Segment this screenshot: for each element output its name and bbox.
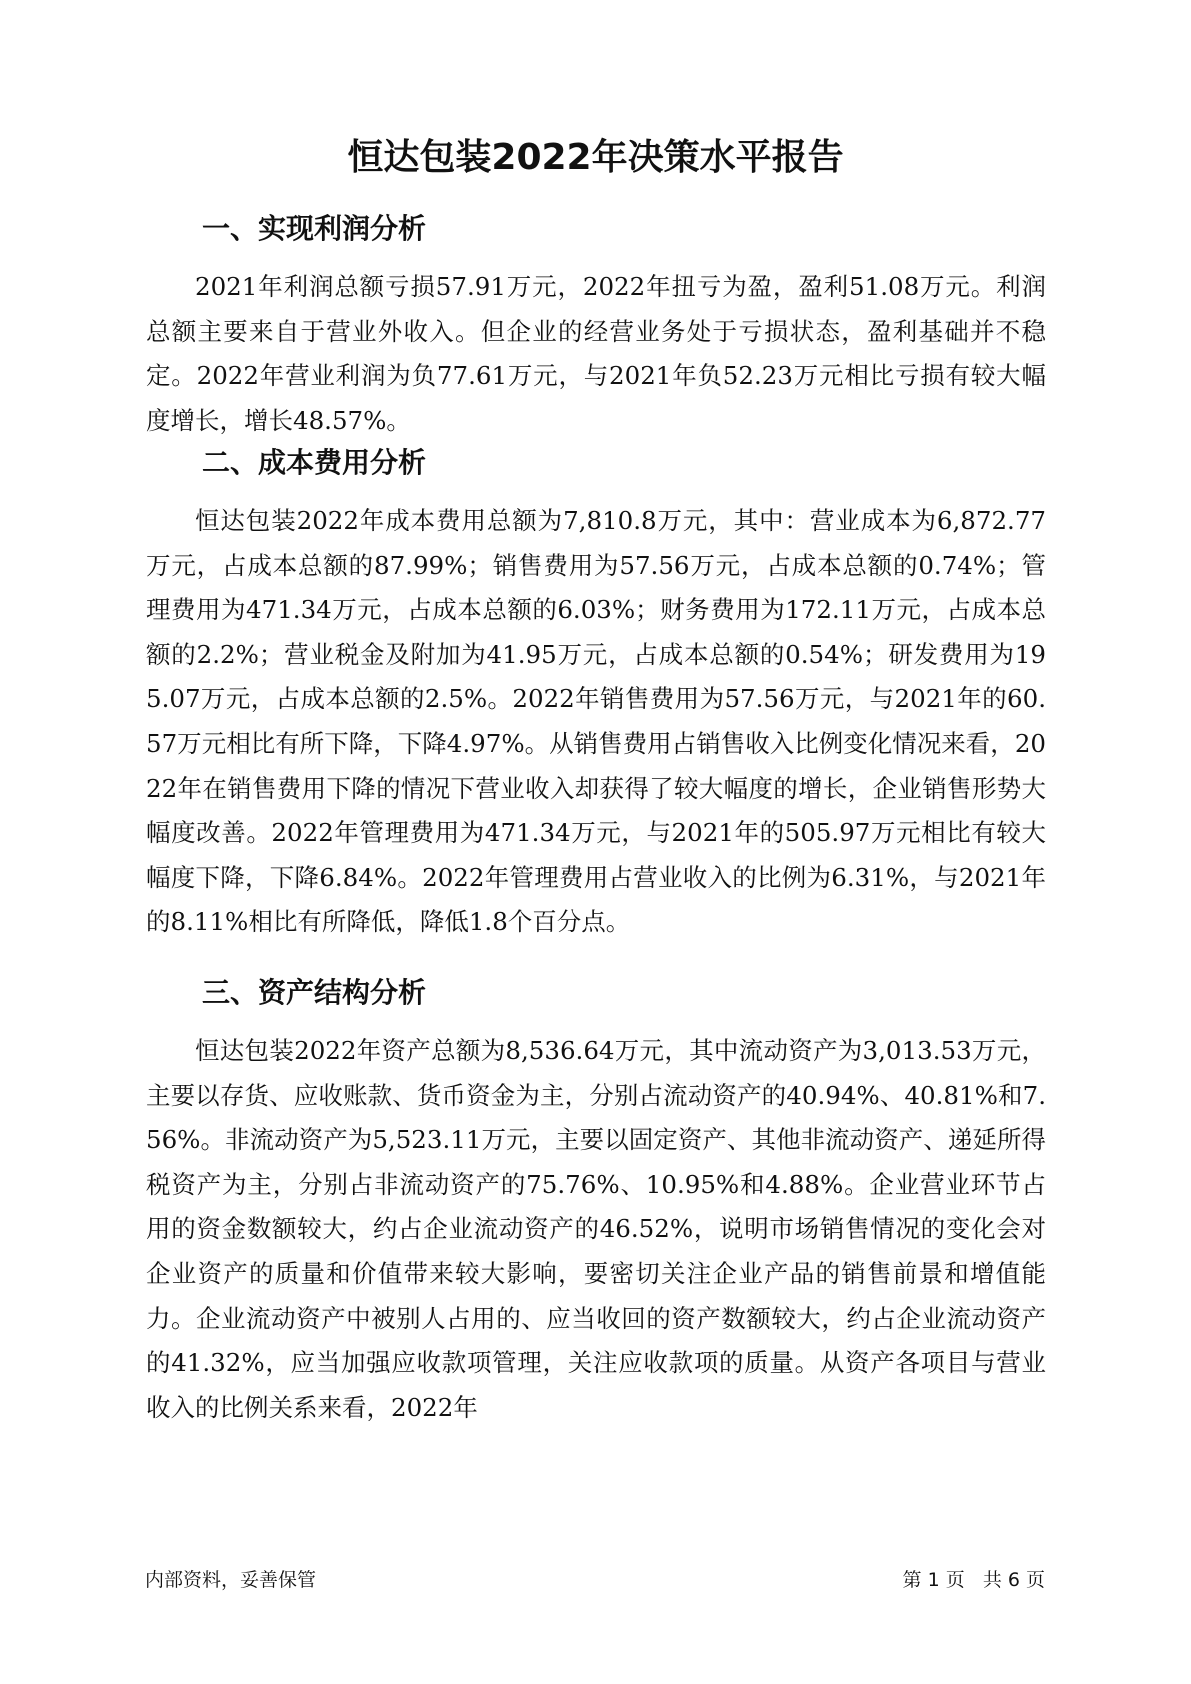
page-title: 恒达包装2022年决策水平报告 <box>347 137 844 178</box>
paragraph-profit: 2021年利润总额亏损57.91万元，2022年扭亏为盈，盈利51.08万元。利润总额主要来自于营业外收入。但企业的经营业务处于亏损状态，盈利基础并不稳定。2022年营业利润为负77.61万元，与2021年负52.23万元相比亏损有较大幅度增长，增长48.57%。 <box>146 272 1046 435</box>
footer-confidential-note: 内部资料，妥善保管 <box>145 1569 317 1591</box>
section-heading-cost: 二、成本费用分析 <box>202 446 427 479</box>
section-heading-profit: 一、实现利润分析 <box>202 212 427 245</box>
footer-page-number: 第 1 页 共 6 页 <box>902 1569 1045 1591</box>
section-heading-assets: 三、资产结构分析 <box>202 976 427 1009</box>
paragraph-assets: 恒达包装2022年资产总额为8,536.64万元，其中流动资产为3,013.53万元，主要以存货、应收账款、货币资金为主，分别占流动资产的40.94%、40.81%和7.56%。非流动资产为5,523.11万元，主要以固定资产、其他非流动资产、递延所得税资产为主，分别占非流动资产的75.76%、10.95%和4.88%。企业营业环节占用的资金数额较大，约占企业流动资产的46.52%，说明市场销售情况的变化会对企业资产的质量和价值带来较大影响，要密切关注企业产品的销售前景和增值能力。企业流动资产中被别人占用的、应当收回的资产数额较大，约占企业流动资产的41.32%，应当加强应收款项管理，关注应收款项的质量。从资产各项目与营业收入的比例关系来看，2022年 <box>146 1036 1046 1422</box>
paragraph-cost: 恒达包装2022年成本费用总额为7,810.8万元，其中：营业成本为6,872.77万元，占成本总额的87.99%；销售费用为57.56万元，占成本总额的0.74%；管理费用为471.34万元，占成本总额的6.03%；财务费用为172.11万元，占成本总额的2.2%；营业税金及附加为41.95万元，占成本总额的0.54%；研发费用为195.07万元，占成本总额的2.5%。2022年销售费用为57.56万元，与2021年的60.57万元相比有所下降，下降4.97%。从销售费用占销售收入比例变化情况来看，2022年在销售费用下降的情况下营业收入却获得了较大幅度的增长，企业销售形势大幅度改善。2022年管理费用为471.34万元，与2021年的505.97万元相比有较大幅度下降，下降6.84%。2022年管理费用占营业收入的比例为6.31%，与2021年的8.11%相比有所降低，降低1.8个百分点。 <box>146 506 1046 937</box>
